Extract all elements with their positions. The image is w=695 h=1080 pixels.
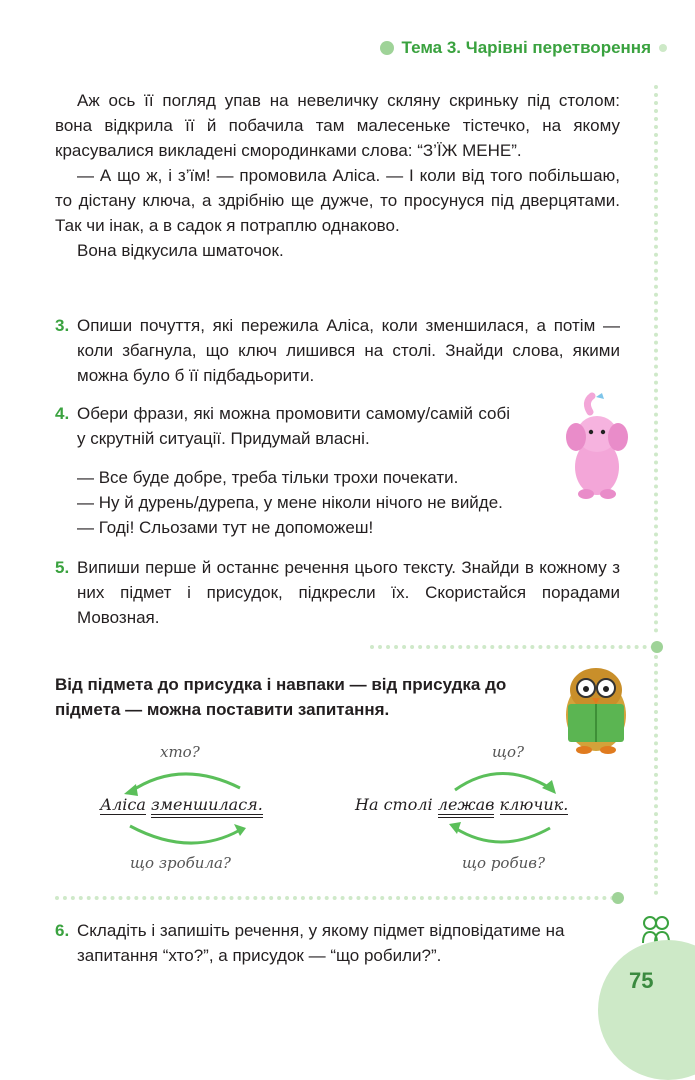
task-4 [55,401,510,451]
page-number: 75 [629,968,654,993]
dotted-rule-upper [370,645,655,649]
section-title: Тема 3. Чарівні перетворення [401,38,651,57]
example-sentence-1 [100,795,263,814]
paragraph: Аж ось її погляд упав на невеличку скляну скриньку під столом: вона відкрила її й побачила там малесеньке тістечко, на якому красувалися викладені смородинками слова: “З’ЇЖ МЕНЕ”. [55,91,620,160]
task-text: Складіть і запишіть речення, у якому підмет відповідатиме на запитання “хто?”, а присудок — “що робили?”. [77,921,565,965]
question-top: хто? [160,743,200,761]
task-text: Випиши перше й останнє речення цього тексту. Знайди в кожному з них підмет і присудок, підкресли їх. Скористайся порадами Мовозная. [77,558,620,627]
example-sentence-2 [355,795,568,814]
dotted-rule-lower [55,896,615,900]
question-top: що? [492,743,525,761]
task-5 [55,555,620,630]
rule-dot [651,641,663,653]
owl-illustration [556,660,636,755]
dotted-rule-vertical-lower [654,655,658,895]
list-item: — Годі! Сльозами тут не допоможеш! [77,518,374,537]
task-number: 5. [55,558,70,577]
dotted-rule-vertical [654,85,658,633]
elephant-illustration [562,392,632,502]
task-text: Опиши почуття, які пережила Аліса, коли зменшилася, а потім — коли збагнула, що ключ лишився на столі. Знайди слова, якими можна було б її підбадьорити. [77,316,620,385]
subject: ключик. [499,795,569,814]
paragraph: — А що ж, і з’їм! — промовила Аліса. — І коли від того побільшаю, то дістану ключа, а здрібнію ще дужче, то просунуся під дверцятами. Так чи інак, а в садок я потраплю однаково. [55,166,620,235]
task-6 [55,918,620,968]
predicate: зменшилася. [151,795,263,818]
task-number: 4. [55,404,70,423]
question-bottom: що зробила? [130,854,231,872]
phrase-list [77,465,503,540]
page-header [380,38,667,58]
predicate: лежав [438,795,495,818]
list-item: — Все буде добре, треба тільки трохи почекати. [77,468,459,487]
grammar-rule: Від підмета до присудка і навпаки — від присудка до підмета — можна поставити запитання. [55,675,507,719]
paragraph: Вона відкусила шматочок. [77,241,284,260]
header-bullet [380,41,394,55]
task-number: 6. [55,921,70,940]
story-passage [55,88,620,263]
task-3 [55,313,620,388]
subject: Аліса [100,795,146,814]
question-bottom: що робив? [462,854,546,872]
task-number: 3. [55,316,70,335]
adverbial: На столі [355,795,433,814]
task-text: Обери фрази, які можна промовити самому/самій собі у скрутній ситуації. Придумай власні. [77,404,510,448]
list-item: — Ну й дурень/дурепа, у мене ніколи нічого не вийде. [77,493,503,512]
header-dot [659,44,667,52]
rule-dot [612,892,624,904]
